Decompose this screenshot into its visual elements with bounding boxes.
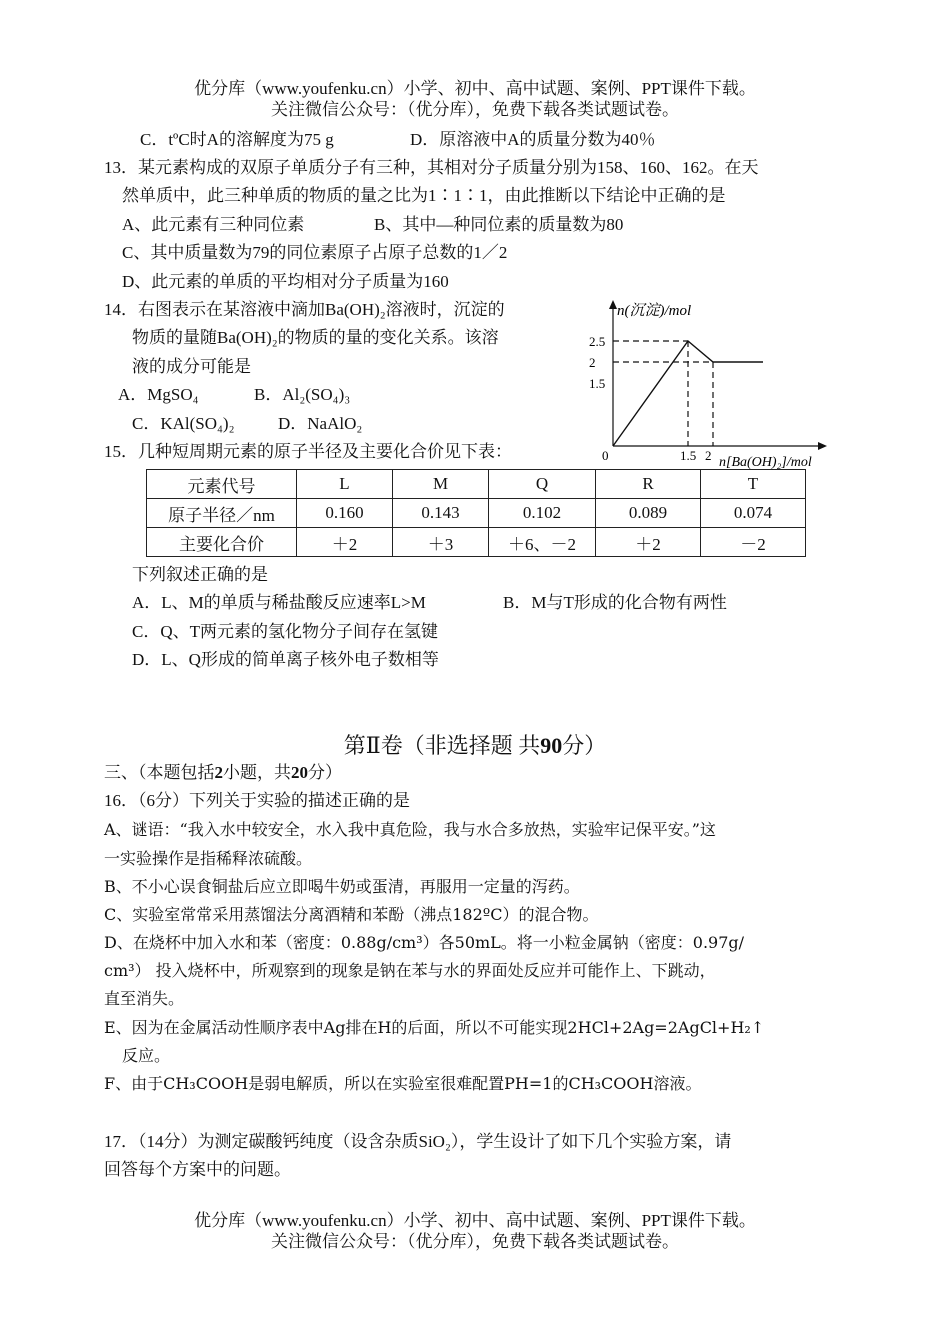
table-cell: 0.143 (393, 499, 489, 528)
table-row (147, 499, 806, 528)
table-header-cell: T (701, 470, 806, 499)
table-header-row (147, 470, 806, 499)
q13-option-a: A、此元素有三种同位素 (122, 215, 305, 234)
q15-lead: 下列叙述正确的是 (132, 565, 268, 584)
origin-label: 0 (602, 448, 609, 463)
table-cell: －2 (701, 528, 806, 557)
q14-option-c: C．KAl(SO₄)₂ (132, 414, 235, 433)
q17-line-1: 17．（14分）为测定碳酸钙纯度（设含杂质SiO₂），学生设计了如下几个实验方案，请 (104, 1132, 732, 1151)
q14-option-b: B．Al₂(SO₄)₃ (254, 385, 351, 404)
table-header-cell: M (393, 470, 489, 499)
element-table (146, 469, 806, 557)
x-axis-arrow (818, 442, 827, 450)
table-cell: 主要化合价 (147, 528, 297, 557)
table-cell: 0.160 (297, 499, 393, 528)
q13-option-b: B、其中—种同位素的质量数为80 (374, 215, 624, 234)
q15-stem: 15．几种短周期元素的原子半径及主要化合价见下表： (104, 442, 512, 461)
table-header-cell: 元素代号 (147, 470, 297, 499)
footer-line-1: 优分库（www.youfenku.cn）小学、初中、高中试题、案例、PPT课件下载。 (194, 1211, 756, 1230)
header-line-1: 优分库（www.youfenku.cn）小学、初中、高中试题、案例、PPT课件下载。 (194, 79, 756, 98)
q13-stem-2: 然单质中，此三种单质的物质的量之比为1∶1∶1，由此推断以下结论中正确的是 (122, 186, 726, 205)
q16-stem: 16．（6分）下列关于实验的描述正确的是 (104, 791, 410, 810)
table-cell: ＋2 (596, 528, 701, 557)
part-3-heading: 三、（本题包括2小题，共20分） (104, 763, 342, 782)
q16-b: B、不小心误食铜盐后应立即喝牛奶或蛋清，再服用一定量的泻药。 (104, 877, 580, 896)
y-tick-label: 2 (589, 355, 596, 370)
precipitate-chart (585, 298, 845, 476)
q14-stem-1: 14．右图表示在某溶液中滴加Ba(OH)₂溶液时，沉淀的 (104, 300, 505, 319)
y-axis-label: n(沉淀)/mol (617, 303, 692, 319)
q16-a-line-2: 一实验操作是指稀释浓硫酸。 (104, 849, 313, 868)
q16-c: C、实验室常常采用蒸馏法分离酒精和苯酚（沸点182ºC）的混合物。 (104, 905, 599, 924)
q14-stem-2: 物质的量随Ba(OH)₂的物质的量的变化关系。该溶 (132, 328, 499, 347)
q16-d-line-2: cm³） 投入烧杯中，所观察到的现象是钠在苯与水的界面处反应并可能作上、下跳动， (104, 961, 716, 980)
q13-option-d: D、此元素的单质的平均相对分子质量为160 (122, 272, 449, 291)
q15-option-c: C．Q、T两元素的氢化物分子间存在氢键 (132, 622, 438, 641)
y-axis-arrow (609, 300, 617, 309)
q15-option-d: D．L、Q形成的简单离子核外电子数相等 (132, 650, 439, 669)
x-axis-label: n[Ba(OH)₂]/mol (719, 455, 812, 470)
x-tick-label: 1.5 (680, 448, 697, 463)
q15-option-b: B．M与T形成的化合物有两性 (503, 593, 727, 612)
table-cell: 0.089 (596, 499, 701, 528)
q16-e-line-2: 反应。 (122, 1046, 171, 1065)
footer-line-2: 关注微信公众号：（优分库），免费下载各类试题试卷。 (271, 1232, 679, 1251)
q13-stem-1: 13．某元素构成的双原子单质分子有三种，其相对分子质量分别为158、160、162。在天 (104, 158, 759, 177)
table-header-cell: L (297, 470, 393, 499)
q17-line-2: 回答每个方案中的问题。 (104, 1160, 291, 1179)
header-line-2: 关注微信公众号：（优分库），免费下载各类试题试卷。 (271, 100, 679, 119)
q16-e-line-1: E、因为在金属活动性顺序表中Ag排在H的后面，所以不可能实现2HCl+2Ag=2AgCl+H₂↑ (104, 1018, 765, 1037)
table-cell: 原子半径／nm (147, 499, 297, 528)
q13-option-c: C、其中质量数为79的同位素原子占原子总数的1／2 (122, 243, 508, 262)
q12-option-c: C．tºC时A的溶解度为75 g (140, 130, 334, 149)
q16-a-line-1: A、谜语：“我入水中较安全，水入我中真危险，我与水合多放热，实验牢记保平安。”这 (104, 820, 716, 839)
x-tick-label: 2 (705, 448, 712, 463)
table-header-cell: R (596, 470, 701, 499)
q14-option-a: A．MgSO₄ (118, 385, 199, 404)
table-cell: 0.074 (701, 499, 806, 528)
y-tick-label: 2.5 (589, 334, 606, 349)
q14-option-d: D．NaAlO₂ (278, 414, 363, 433)
q16-f: F、由于CH₃COOH是弱电解质，所以在实验室很难配置PH=1的CH₃COOH溶液。 (104, 1074, 702, 1093)
q16-d-line-1: D、在烧杯中加入水和苯（密度：0.88g/cm³）各50mL。将一小粒金属钠（密度：0.97g/ (104, 933, 745, 952)
q12-option-d: D．原溶液中A的质量分数为40％ (410, 130, 656, 149)
section-2-title: 第Ⅱ卷（非选择题 共90分） (343, 733, 607, 758)
table-header-cell: Q (489, 470, 596, 499)
q14-stem-3: 液的成分可能是 (132, 357, 251, 376)
q16-d-line-3: 直至消失。 (104, 989, 185, 1008)
q15-option-a: A．L、M的单质与稀盐酸反应速率L>M (132, 593, 426, 612)
table-row (147, 528, 806, 557)
y-tick-label: 1.5 (589, 376, 606, 391)
table-cell: ＋6、－2 (489, 528, 596, 557)
table-cell: ＋2 (297, 528, 393, 557)
table-cell: ＋3 (393, 528, 489, 557)
table-cell: 0.102 (489, 499, 596, 528)
